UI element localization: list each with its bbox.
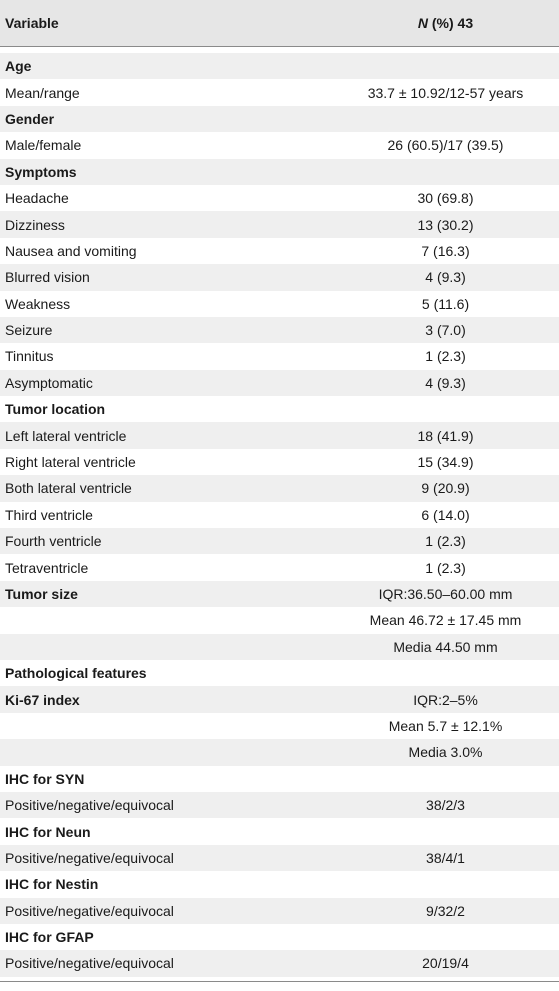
section-row	[0, 871, 559, 897]
section-label: Tumor size	[5, 586, 78, 602]
variable-cell: Positive/negative/equivocal	[5, 902, 174, 919]
value-cell: 6 (14.0)	[421, 506, 470, 523]
table-body	[0, 47, 559, 977]
value-cell: 1 (2.3)	[425, 533, 466, 550]
table-row	[0, 898, 559, 924]
variable-cell: Tinnitus	[5, 348, 54, 365]
section-row	[0, 159, 559, 185]
section-row	[0, 53, 559, 79]
value-cell: 5 (11.6)	[421, 295, 470, 312]
section-label: Ki-67 index	[5, 691, 80, 708]
table-row	[0, 634, 559, 660]
variable-cell: Weakness	[5, 295, 71, 312]
variable-cell: Seizure	[5, 322, 53, 339]
section-label: Symptoms	[5, 163, 77, 180]
value-cell: Media 3.0%	[408, 744, 483, 761]
value-cell: 7 (16.3)	[421, 242, 470, 259]
table-row	[0, 554, 559, 580]
variable-cell: Headache	[5, 190, 69, 207]
table-row	[0, 713, 559, 739]
table-row	[0, 79, 559, 105]
section-row	[0, 660, 559, 686]
table-row	[0, 792, 559, 818]
section-label: IHC for SYN	[5, 770, 85, 787]
section-row	[0, 396, 559, 422]
table-row	[0, 950, 559, 976]
section-label: Tumor location	[5, 401, 106, 418]
value-cell: IQR:2–5%	[413, 691, 478, 708]
variable-cell: Fourth ventricle	[5, 533, 102, 550]
variable-cell: Right lateral ventricle	[5, 454, 136, 471]
value-cell: 3 (7.0)	[425, 322, 466, 339]
section-label: Gender	[5, 110, 55, 127]
table-row	[0, 607, 559, 633]
table-row	[0, 343, 559, 369]
value-cell: 13 (30.2)	[417, 216, 474, 233]
value-cell: 33.7 ± 10.92/12-57 years	[367, 84, 524, 101]
variable-cell: Male/female	[5, 137, 82, 154]
table-row	[0, 211, 559, 237]
section-label: Age	[5, 58, 32, 75]
table-row	[0, 370, 559, 396]
section-row	[0, 686, 559, 712]
table-row	[0, 475, 559, 501]
value-cell: 1 (2.3)	[425, 348, 466, 365]
table-row	[0, 291, 559, 317]
value-cell: 20/19/4	[422, 955, 469, 972]
table-row	[0, 528, 559, 554]
table-row	[0, 502, 559, 528]
variable-cell: Nausea and vomiting	[5, 242, 137, 259]
variable-cell: Positive/negative/equivocal	[5, 849, 174, 866]
value-cell: 38/2/3	[426, 797, 465, 814]
value-cell: 1 (2.3)	[425, 559, 466, 576]
section-row	[0, 818, 559, 844]
variable-cell: Both lateral ventricle	[5, 480, 132, 497]
variable-cell: Blurred vision	[5, 269, 90, 286]
table-row	[0, 739, 559, 765]
value-cell: 38/4/1	[426, 849, 465, 866]
header-variable: Variable	[5, 15, 59, 31]
table-row	[0, 422, 559, 448]
variable-cell: Tetraventricle	[5, 559, 89, 576]
value-cell: 4 (9.3)	[425, 269, 466, 286]
header-n-percent	[322, 15, 559, 31]
value-cell: Media 44.50 mm	[393, 638, 498, 655]
value-cell: 4 (9.3)	[425, 374, 466, 391]
table-row	[0, 185, 559, 211]
value-cell: Mean 46.72 ± 17.45 mm	[369, 612, 522, 629]
section-label: IHC for GFAP	[5, 929, 94, 946]
section-label: IHC for Nestin	[5, 876, 99, 893]
section-row	[0, 924, 559, 950]
table-row	[0, 238, 559, 264]
variable-cell: Positive/negative/equivocal	[5, 797, 174, 814]
variable-cell: Third ventricle	[5, 506, 93, 523]
value-cell: IQR:36.50–60.00 mm	[378, 586, 513, 602]
value-cell: 18 (41.9)	[417, 427, 474, 444]
value-cell: 15 (34.9)	[417, 454, 474, 471]
table-row	[0, 264, 559, 290]
variable-cell: Asymptomatic	[5, 374, 93, 391]
table-row	[0, 449, 559, 475]
bottom-rule	[0, 981, 559, 982]
section-label: IHC for Neun	[5, 823, 91, 840]
variable-cell: Dizziness	[5, 216, 65, 233]
section-row	[0, 766, 559, 792]
table-row	[0, 845, 559, 871]
variable-cell: Positive/negative/equivocal	[5, 955, 174, 972]
table-header	[0, 0, 559, 47]
table-row	[0, 317, 559, 343]
value-cell: Mean 5.7 ± 12.1%	[388, 717, 503, 734]
variable-cell: Mean/range	[5, 84, 80, 101]
section-row	[0, 106, 559, 132]
header-n-count: (%) 43	[428, 15, 474, 31]
value-cell: 30 (69.8)	[417, 190, 474, 207]
value-cell: 9 (20.9)	[421, 480, 470, 497]
section-label: Pathological features	[5, 665, 147, 682]
value-cell: 9/32/2	[426, 902, 465, 919]
header-n-symbol: N	[417, 15, 428, 31]
table-row	[0, 132, 559, 158]
value-cell: 26 (60.5)/17 (39.5)	[387, 137, 504, 154]
section-row	[0, 581, 559, 607]
variable-cell: Left lateral ventricle	[5, 427, 127, 444]
